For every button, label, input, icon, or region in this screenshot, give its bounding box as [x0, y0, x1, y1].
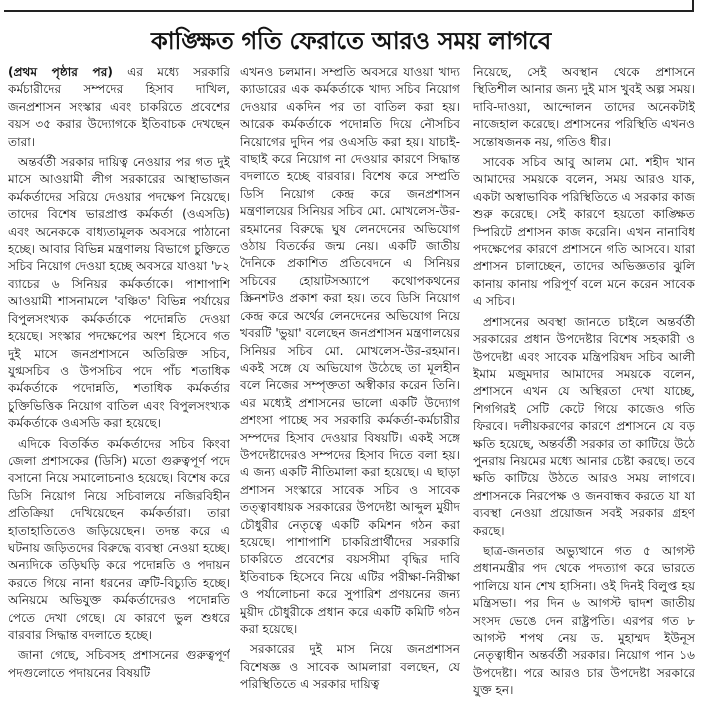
article-paragraph: সাবেক সচিব আবু আলম মো. শহীদ খান আমাদের সময়কে বলেন, সময় আরও যাক, একটা অস্বাভাবিক পরিস্থিতিতে এ সরকার কাজ শুরু করেছে। সেই কারণে হয়তো কাঙ্ক্ষিত স্পিরিটে প্রশাসন কাজ করেনি। এখন নানাবিধ পদক্ষেপের কারণে প্রশাসনে গতি আসবে। যারা প্রশাসন চালাচ্ছেন, তাদের অভিজ্ঞতার ঝুলি কানায় কানায় পরিপূর্ণ বলে মনে করেন সাবেক এ সচিব। [473, 155, 695, 309]
article-paragraph: সরকারের দুই মাস নিয়ে জনপ্রশাসন বিশেষজ্ঞ ও সাবেক আমলারা বলছেন, যে পরিস্থিতিতে এ সরকার দায়িত্ব [240, 642, 460, 692]
article-paragraph: এদিকে বিতর্কিত কর্মকর্তাদের সচিব কিংবা জেলা প্রশাসকের (ডিসি) মতো গুরুত্বপূর্ণ পদে বসানো নিয়ে সমালোচনাও হয়েছে। বিশেষ করে ডিসি নিয়োগ নিয়ে সচিবালয়ে নজিরবিহীন প্রতিক্রিয়া দেখিয়েছেন কর্মকর্তারা। তারা হাতাহাতিতেও জড়িয়েছেন। তদন্ত করে এ ঘটনায় জড়িতদের বিরুদ্ধে ব্যবস্থা নেওয়া হচ্ছে। অন্যদিকে তড়িঘড়ি করে পদোন্নতি ও পদায়ন করতে গিয়ে নানা ধরনের ত্রুটি-বিচ্যুতি হচ্ছে। অনিয়মে অভিযুক্ত কর্মকর্তাদেরও পদোন্নতি পেতে দেখা গেছে। যে কারণে ভুল শুধরে বারবার সিদ্ধান্ত বদলাতে হচ্ছে। [8, 436, 230, 642]
article-paragraph: জানা গেছে, সচিবসহ প্রশাসনের গুরুত্বপূর্ণ পদগুলোতে পদায়নের বিষয়টি [8, 648, 230, 680]
article-headline: কাঙ্ক্ষিত গতি ফেরাতে আরও সময় লাগবে [151, 27, 551, 55]
paragraph-text: এর মধ্যে সরকারি কর্মচারীদের সম্পদের হিসাব দাখিল, জনপ্রশাসন সংস্কার এবং চাকরিতে প্রবেশের বয়স ৩৫ করার উদ্যোগকে ইতিবাচক দেখছেন তারা। [8, 65, 230, 149]
article-column-1 [8, 64, 230, 700]
article-paragraph: নিয়েছে, সেই অবস্থান থেকে প্রশাসনে স্থিতিশীল আনার জন্য দুই মাস খুবই অল্প সময়। দাবি-দাওয়া, আন্দোলন তাদের অনেকটাই নাজেহাল করেছে। প্রশাসনের পরিস্থিতি এখনও সন্তোষজনক নয়, গতিও ধীর। [473, 65, 695, 149]
top-border-rule [4, 0, 694, 12]
article-paragraph: প্রশাসনের অবস্থা জানতে চাইলে অন্তর্বর্তী সরকারের প্রধান উপদেষ্টার বিশেষ সহকারী ও উপদেষ্টা এবং সাবেক মন্ত্রিপরিষদ সচিব আলী ইমাম মজুমদার আমাদের সময়কে বলেন, প্রশাসনে এখন যে অস্থিরতা দেখা যাচ্ছে, শিগগিরই সেটি কেটে গিয়ে কাজেও গতি ফিরবে। দলীয়করণের কারণে প্রশাসনে যে বড় ক্ষতি হয়েছে, অন্তর্বর্তী সরকার তা কাটিয়ে উঠে পুনরায় নিয়মের মধ্যে আনার চেষ্টা করছে। তবে ক্ষতি কাটিয়ে উঠতে আরও সময় লাগবে। প্রশাসনকে নিরপেক্ষ ও জনবান্ধব করতে যা যা ব্যবস্থা নেওয়া প্রয়োজন সবই সরকার গ্রহণ করছে। [473, 314, 695, 538]
article-paragraph [8, 64, 230, 151]
article-paragraph: অন্তর্বর্তী সরকার দায়িত্ব নেওয়ার পর গত দুই মাসে আওয়ামী লীগ সরকারের আস্থাভাজন কর্মকর্তাদের সরিয়ে দেওয়ার পদক্ষেপ নিয়েছে। তাদের বিশেষ ভারপ্রাপ্ত কর্মকর্তা (ওএসডি) এবং অনেককে বাধ্যতামূলক অবসরে পাঠানো হচ্ছে। আবার বিভিন্ন মন্ত্রণালয় বিভাগে চুক্তিতে সচিব নিয়োগ দেওয়া হচ্ছে অবসরে যাওয়া '৮২ ব্যাচের ৬ সিনিয়র কর্মকর্তাকে। পাশাপাশি আওয়ামী শাসনামলে 'বঞ্চিত' বিভিন্ন পর্যায়ের বিপুলসংখ্যক কর্মকর্তাকে পদোন্নতি দেওয়া হয়েছে। সংস্কার পদক্ষেপের অংশ হিসেবে গত দুই মাসে জনপ্রশাসনে অতিরিক্ত সচিব, যুগ্মসচিব ও উপসচিব পদে পাঁচ শতাধিক কর্মকর্তাকে পদোন্নতি, শতাধিক কর্মকর্তার চুক্তিভিত্তিক নিয়োগ বাতিল এবং বিপুলসংখ্যক কর্মকর্তাকে ওএসডি করা হয়েছে। [8, 155, 230, 431]
article-paragraph: ছাত্র-জনতার অভ্যুত্থানে গত ৫ আগস্ট প্রধানমন্ত্রীর পদ থেকে পদত্যাগ করে ভারতে পালিয়ে যান শেখ হাসিনা। ওই দিনই বিলুপ্ত হয় মন্ত্রিসভা। পর দিন ৬ আগস্ট দ্বাদশ জাতীয় সংসদ ভেঙে দেন রাষ্ট্রপতি। এরপর গত ৮ আগস্ট শপথ নেয় ড. মুহাম্মদ ইউনূস নেতৃত্বাধীন অন্তর্বর্তী সরকার। নিয়োগ পান ১৬ উপদেষ্টা। পরে আরও চার উপদেষ্টা সরকারে যুক্ত হন। [473, 543, 695, 698]
article-paragraph: এখনও চলমান। সম্প্রতি অবসরে যাওয়া খাদ্য ক্যাডারের এক কর্মকর্তাকে খাদ্য সচিব নিয়োগ দেওয়ার একদিন পর তা বাতিল করা হয়। আরেক কর্মকর্তাকে পদোন্নতি দিয়ে নৌসচিব নিয়োগের দুদিন পর ওএসডি করা হয়। যাচাই-বাছাই করে নিয়োগ না দেওয়ার কারণে সিদ্ধান্ত বদলাতে হচ্ছে বারবার। বিশেষ করে সম্প্রতি ডিসি নিয়োগ কেন্দ্র করে জনপ্রশাসন মন্ত্রণালয়ের সিনিয়র সচিব মো. মোখলেস-উর-রহমানের বিরুদ্ধে ঘুষ লেনদেনের অভিযোগ ওঠায় বিতর্কের জন্ম নেয়। একটি জাতীয় দৈনিকে প্রকাশিত প্রতিবেদনে এ সিনিয়র সচিবের হোয়াটসঅ্যাপে কথোপকথনের স্ক্রিনশটও প্রকাশ করা হয়। তবে ডিসি নিয়োগ কেন্দ্র করে অর্থের লেনদেনের অভিযোগ নিয়ে খবরটি 'ভুয়া' বলেছেন জনপ্রশাসন মন্ত্রণালয়ের সিনিয়র সচিব মো. মোখলেস-উর-রহমান। একই সঙ্গে যে অভিযোগ উঠেছে তা মূলহীন বলে নিজের সম্পৃক্ততা অস্বীকার করেন তিনি। এর মধ্যেই প্রশাসনের ভালো একটি উদ্যোগ প্রশংসা পাচ্ছে সব সরকারি কর্মকর্তা-কর্মচারীর সম্পদের হিসাব দেওয়ার বিষয়টি। একই সঙ্গে উপদেষ্টাদেরও সম্পদের হিসাব দিতে বলা হয়। এ জন্য একটি নীতিমালা করা হয়েছে। এ ছাড়া প্রশাসন সংস্কারে সাবেক সচিব ও সাবেক তত্ত্বাবধায়ক সরকারের উপদেষ্টা আব্দুল মুয়ীদ চৌধুরীর নেতৃত্বে একটি কমিশন গঠন করা হয়েছে। পাশাপাশি চাকরিপ্রার্থীদের সরকারি চাকরিতে প্রবেশের বয়সসীমা বৃদ্ধির দাবি ইতিবাচক হিসেবে নিয়ে এটির পরীক্ষা-নিরীক্ষা ও পর্যালোচনা করে সুপারিশ প্রণয়নের জন্য মুয়ীদ চৌধুরীকে প্রধান করে একটি কমিটি গঠন করা হয়েছে। [240, 65, 460, 636]
continuation-lead: (প্রথম পৃষ্ঠার পর) [8, 65, 113, 79]
article-column-3 [473, 64, 695, 700]
article-column-2 [240, 64, 460, 700]
